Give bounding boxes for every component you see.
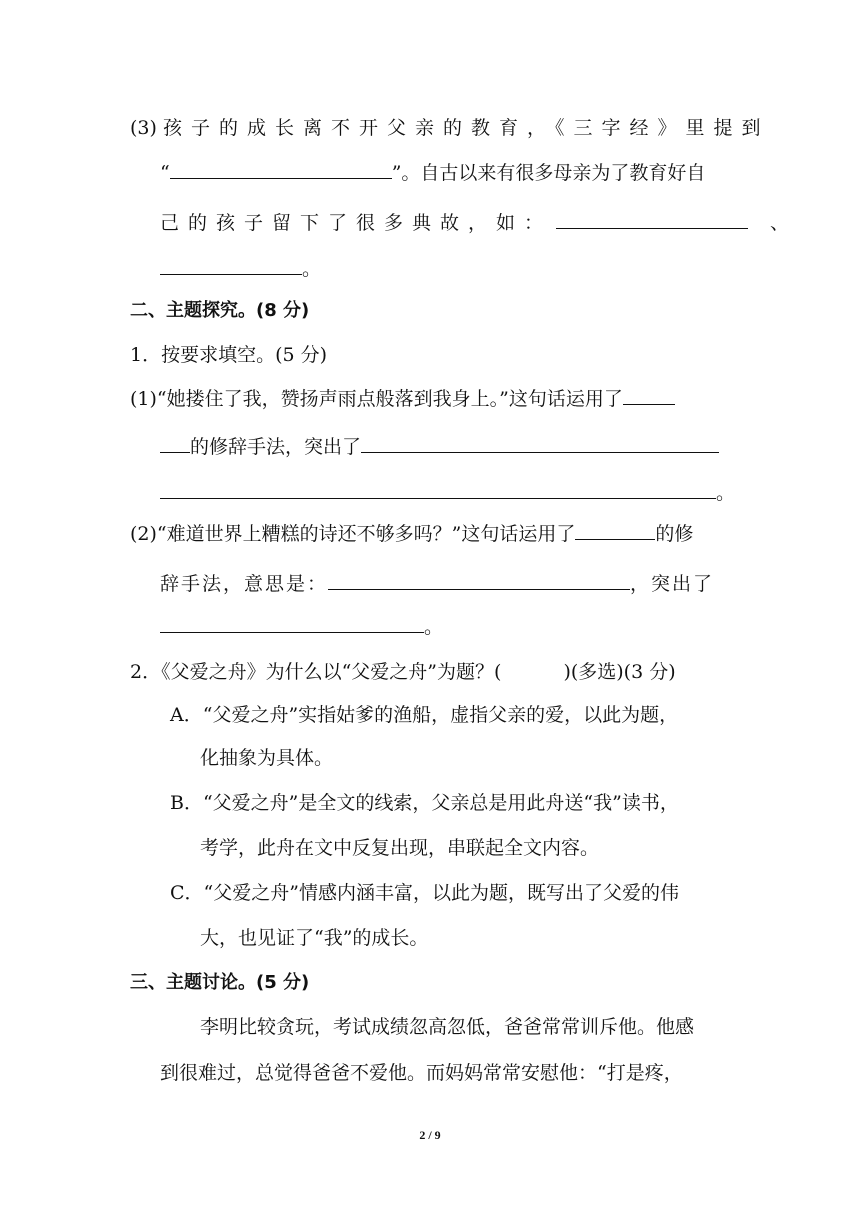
q1-title: 1．按要求填空。(5 分) <box>130 344 328 366</box>
q1-p2-line1: (2)“难道世界上糟糕的诗还不够多吗？”这句话运用了 的修 <box>130 523 694 545</box>
section3-line2: 到很难过，总觉得爸爸不爱他。而妈妈常常安慰他：“打是疼， <box>160 1062 683 1084</box>
answer-blank[interactable] <box>328 571 630 590</box>
q3-line2: “ ”。自古以来有很多母亲为了教育好自 <box>160 162 706 184</box>
q3-line1 <box>130 116 769 140</box>
answer-blank[interactable] <box>170 160 392 179</box>
q2-option-b: B．“父爱之舟”是全文的线索，父亲总是用此舟送“我”读书， <box>170 792 679 814</box>
q3-line4: 。 <box>160 256 321 281</box>
answer-blank[interactable] <box>623 386 675 405</box>
q1-p2-line3: 。 <box>160 614 443 639</box>
q1-p1-line2: 的修辞手法，突出了 <box>160 434 719 459</box>
q3-text-1: 孩子的成长离不开父亲的教育，《三字经》里提到 <box>162 117 770 139</box>
q2-option-c: C．“父爱之舟”情感内涵丰富，以此为题，既写出了父爱的伟 <box>170 882 679 904</box>
answer-blank[interactable] <box>160 434 190 453</box>
answer-blank[interactable] <box>575 521 655 540</box>
answer-blank[interactable] <box>160 480 716 499</box>
q2-option-c-cont: 大，也见证了“我”的成长。 <box>200 927 429 949</box>
section3-heading: 三、主题讨论。(5 分) <box>130 972 310 993</box>
page-number: 2 / 9 <box>419 1128 441 1142</box>
q3-line3: 己的孩子留下了很多典故，如： 、 <box>160 212 790 234</box>
section2-heading: 二、主题探究。(8 分) <box>130 300 310 321</box>
q1-p1-line3: 。 <box>160 480 735 505</box>
q2-option-a: A．“父爱之舟”实指姑爹的渔船，虚指父亲的爱，以此为题， <box>170 704 679 726</box>
q1-p2-line2: 辞手法，意思是： ，突出了 <box>160 573 715 595</box>
q3-label: (3) <box>130 117 157 139</box>
answer-blank[interactable] <box>160 256 302 275</box>
q2-title: 2．《父爱之舟》为什么以“父爱之舟”为题？( )(多选)(3 分) <box>130 661 676 683</box>
answer-blank[interactable] <box>160 614 424 633</box>
q1-p1-line1: (1)“她搂住了我，赞扬声雨点般落到我身上。”这句话运用了 <box>130 386 675 411</box>
section3-line1: 李明比较贪玩，考试成绩忽高忽低，爸爸常常训斥他。他感 <box>200 1016 695 1038</box>
answer-blank[interactable] <box>556 210 748 229</box>
q2-option-a-cont: 化抽象为具体。 <box>200 747 334 769</box>
answer-blank[interactable] <box>361 434 719 453</box>
q2-option-b-cont: 考学，此舟在文中反复出现，串联起全文内容。 <box>200 837 600 859</box>
